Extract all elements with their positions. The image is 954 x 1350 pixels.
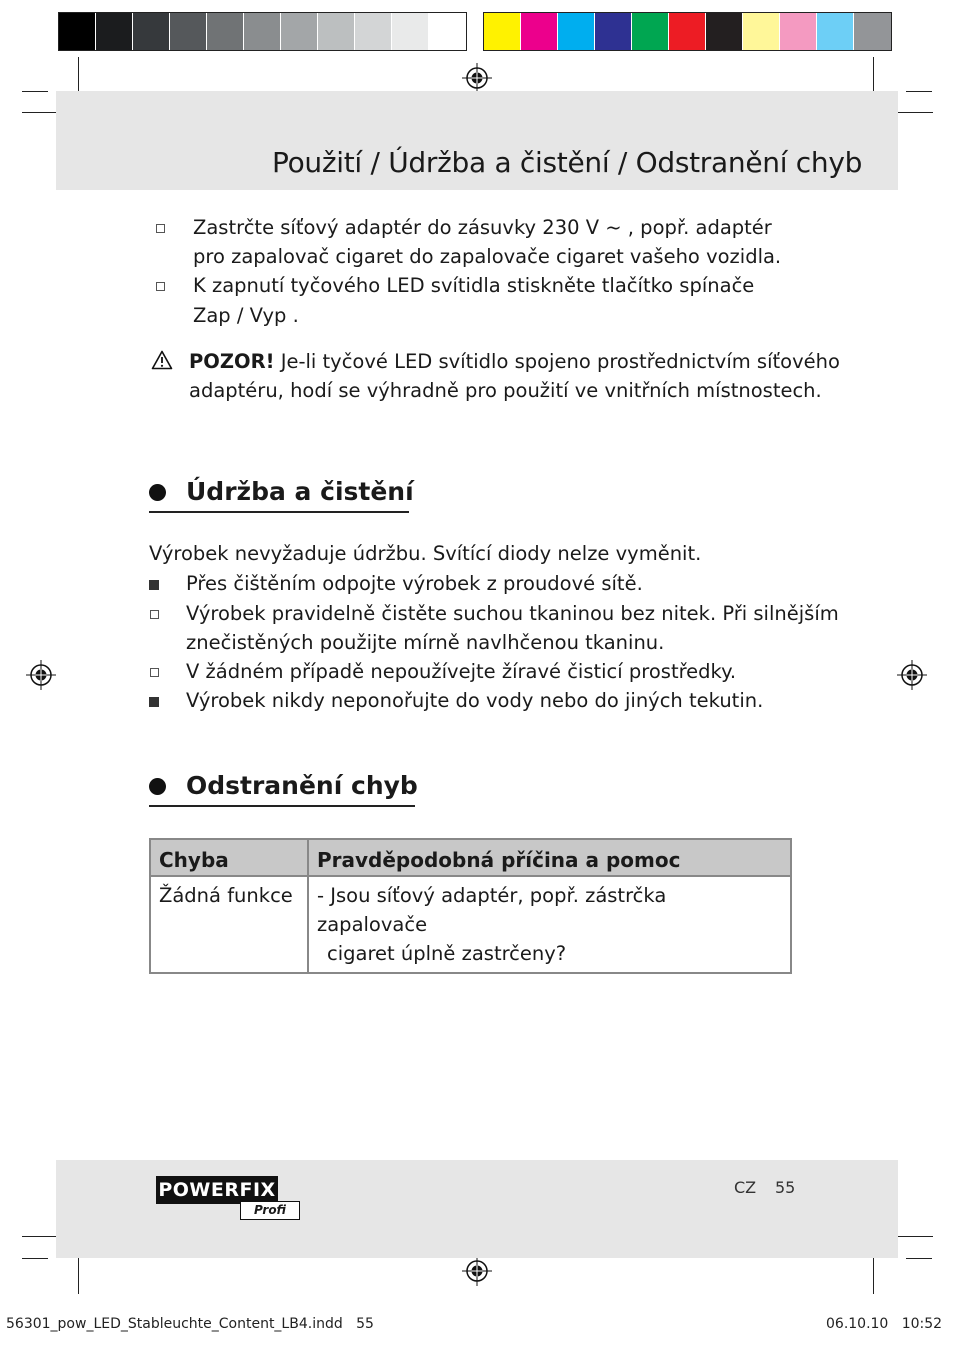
filled-square-bullet-icon — [149, 580, 159, 590]
maintenance-item: Výrobek pravidelně čistěte suchou tkaninou bez nitek. Při silnějším — [186, 602, 839, 625]
crop-mark — [893, 1236, 933, 1237]
warning-line: adaptéru, hodí se výhradně pro použití ve vnitřních místnostech. — [189, 379, 822, 402]
color-swatch — [558, 13, 595, 50]
gray-swatch — [429, 13, 466, 50]
maintenance-item: znečistěných použijte mírně navlhčenou tkaninu. — [186, 631, 665, 654]
color-swatch — [854, 13, 891, 50]
gray-swatch — [133, 13, 170, 50]
gray-swatch — [170, 13, 207, 50]
footer-band — [56, 1160, 898, 1258]
color-swatch — [484, 13, 521, 50]
warning-triangle-icon — [151, 350, 173, 370]
table-header-row — [150, 839, 791, 876]
section-underline — [149, 511, 409, 513]
open-square-bullet-icon — [150, 610, 159, 619]
page-number: 55 — [775, 1178, 796, 1197]
section-bullet-icon — [149, 778, 166, 795]
color-swatch — [817, 13, 854, 50]
gray-swatch-bar — [58, 12, 467, 51]
registration-mark-icon — [897, 660, 927, 690]
warning-line: Je-li tyčové LED svítidlo spojeno prostřednictvím síťového — [274, 350, 840, 373]
brand-logo-sub: Profi — [240, 1201, 300, 1220]
remedy-line: cigaret úplně zastrčeny? — [327, 942, 567, 965]
troubleshooting-table — [149, 838, 792, 974]
maintenance-item: Výrobek nikdy neponořujte do vody nebo do jiných tekutin. — [186, 689, 764, 712]
slug-date-info: 06.10.10 10:52 — [826, 1316, 943, 1332]
crop-mark — [906, 1258, 932, 1259]
table-row — [150, 876, 791, 973]
crop-mark — [906, 91, 932, 92]
gray-swatch — [392, 13, 429, 50]
gray-swatch — [59, 13, 96, 50]
registration-mark-icon — [462, 63, 492, 93]
page-title: Použití / Údržba a čistění / Odstranění chyb — [272, 146, 863, 179]
table-cell-fault: Žádná funkce — [150, 876, 308, 973]
open-square-bullet-icon — [156, 282, 165, 291]
filled-square-bullet-icon — [149, 697, 159, 707]
remedy-line: - Jsou síťový adaptér, popř. zástrčka zapalovače — [317, 884, 667, 936]
gray-swatch — [355, 13, 392, 50]
crop-mark — [78, 1252, 79, 1294]
column-header: Pravděpodobná příčina a pomoc — [308, 839, 791, 876]
gray-swatch — [207, 13, 244, 50]
registration-mark-icon — [26, 660, 56, 690]
section-bullet-icon — [149, 484, 166, 501]
color-swatch — [743, 13, 780, 50]
gray-swatch — [281, 13, 318, 50]
section-title-maintenance: Údržba a čistění — [186, 477, 414, 506]
registration-mark-icon — [462, 1256, 492, 1286]
brand-logo: POWERFIX — [156, 1176, 278, 1204]
warning-text — [189, 347, 840, 376]
maintenance-item: Přes čištěním odpojte výrobek z proudové sítě. — [186, 572, 643, 595]
maintenance-item: V žádném případě nepoužívejte žíravé čisticí prostředky. — [186, 660, 737, 683]
gray-swatch — [244, 13, 281, 50]
slug-file-info: 56301_pow_LED_Stableuchte_Content_LB4.indd 55 — [6, 1316, 374, 1332]
crop-mark — [873, 1252, 874, 1294]
color-swatch — [521, 13, 558, 50]
language-code: CZ — [734, 1178, 757, 1197]
color-swatch — [595, 13, 632, 50]
color-swatch — [669, 13, 706, 50]
section-underline — [149, 805, 415, 807]
column-header: Chyba — [150, 839, 308, 876]
color-swatch-bar — [483, 12, 892, 51]
usage-item-line: pro zapalovač cigaret do zapalovače cigaret vašeho vozidla. — [193, 245, 782, 268]
color-swatch — [706, 13, 743, 50]
crop-mark — [893, 112, 933, 113]
open-square-bullet-icon — [150, 668, 159, 677]
section-title-troubleshooting: Odstranění chyb — [186, 771, 418, 800]
usage-item-line: Zap / Vyp . — [193, 304, 299, 327]
usage-item-line: Zastrčte síťový adaptér do zásuvky 230 V ~ , popř. adaptér — [193, 216, 772, 239]
crop-mark — [22, 91, 48, 92]
table-cell-remedy — [308, 876, 791, 973]
maintenance-intro: Výrobek nevyžaduje údržbu. Svítící diody nelze vyměnit. — [149, 542, 702, 565]
gray-swatch — [96, 13, 133, 50]
open-square-bullet-icon — [156, 224, 165, 233]
gray-swatch — [318, 13, 355, 50]
usage-item-line: K zapnutí tyčového LED svítidla stiskněte tlačítko spínače — [193, 274, 755, 297]
crop-mark — [22, 1258, 48, 1259]
color-swatch — [632, 13, 669, 50]
warning-label: POZOR! — [189, 350, 275, 373]
color-swatch — [780, 13, 817, 50]
